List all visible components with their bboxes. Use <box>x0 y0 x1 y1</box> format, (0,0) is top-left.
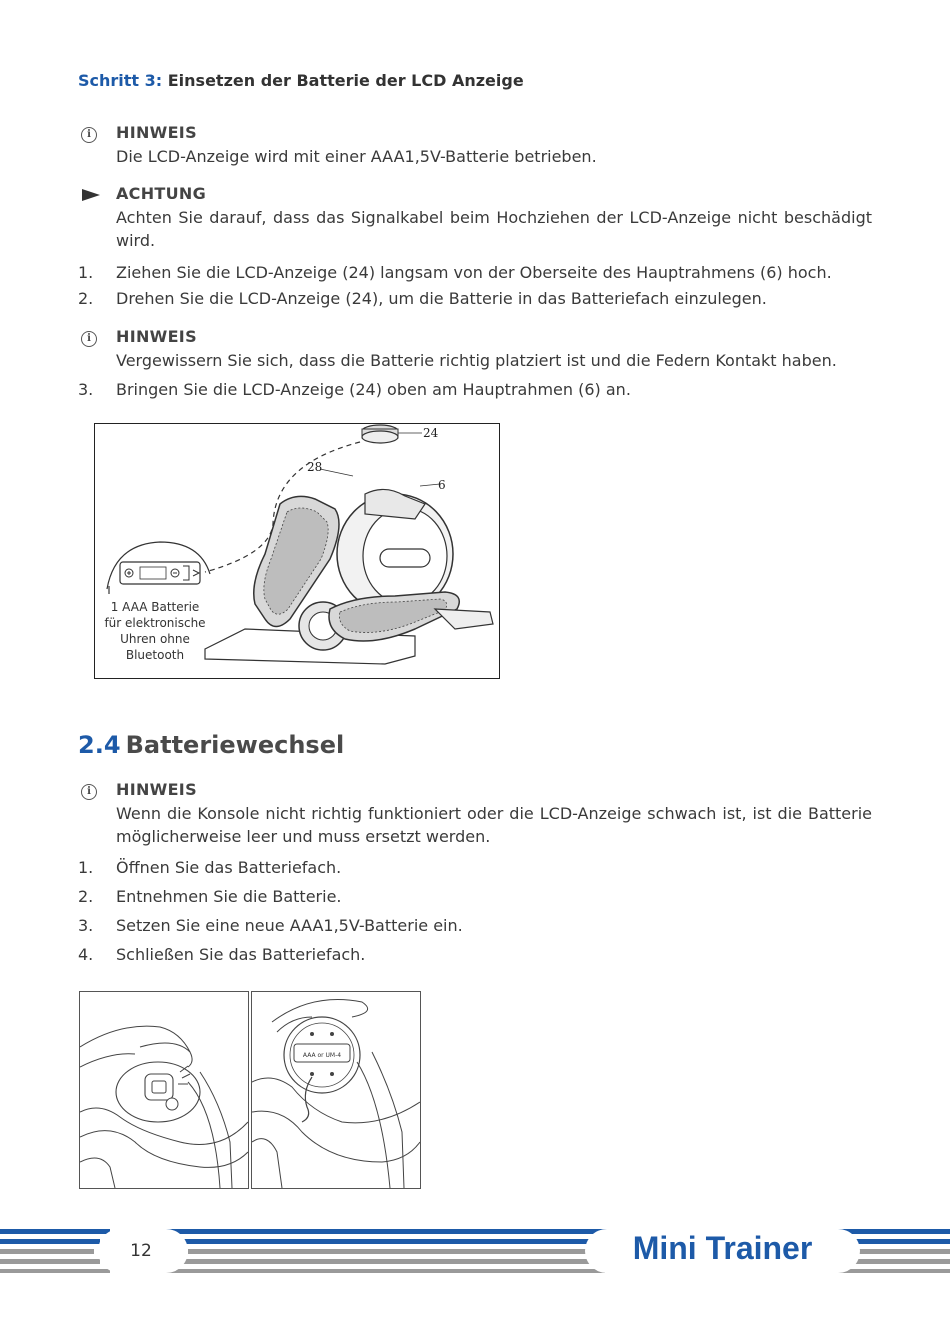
note-title: HINWEIS <box>116 123 197 142</box>
caption-line: 1 AAA Batterie <box>110 600 200 614</box>
list-item: Entnehmen Sie die Batterie. <box>116 887 342 906</box>
footer-stripes-left <box>0 1229 110 1273</box>
note-text: Die LCD-Anzeige wird mit einer AAA1,5V-Batterie betrieben. <box>116 147 597 166</box>
list-number: 4. <box>78 945 94 964</box>
list-number: 2. <box>78 289 94 308</box>
caption-line: Bluetooth <box>125 648 185 662</box>
note-text: Vergewissern Sie sich, dass die Batterie richtig platziert ist und die Federn Kontakt haben. <box>116 351 837 370</box>
label-28: 28 <box>307 460 323 474</box>
list-item: Setzen Sie eine neue AAA1,5V-Batterie ein. <box>116 916 463 935</box>
brand-title: Mini Trainer <box>632 1230 813 1266</box>
caution-text: Achten Sie darauf, dass das Signalkabel beim Hochziehen der LCD-Anzeige nicht beschädigt wird. <box>116 208 872 250</box>
step-heading <box>78 71 524 90</box>
footer-stripes-middle <box>165 1229 610 1273</box>
note-title: HINWEIS <box>116 327 197 346</box>
list-item: Ziehen Sie die LCD-Anzeige (24) langsam von der Oberseite des Hauptrahmens (6) hoch. <box>116 263 832 282</box>
list-number: 3. <box>78 380 94 399</box>
list-number: 3. <box>78 916 94 935</box>
section-title: Batteriewechsel <box>125 731 345 759</box>
info-icon: i <box>81 331 97 347</box>
step-prefix: Schritt 3: <box>78 71 163 90</box>
battery-compartment-figure <box>251 991 421 1189</box>
console-hand-illustration <box>80 992 248 1188</box>
page-number: 12 <box>130 1241 152 1261</box>
console-hand-figure <box>79 991 249 1189</box>
info-icon: i <box>81 127 97 143</box>
info-icon: i <box>81 784 97 800</box>
note-title: HINWEIS <box>116 780 197 799</box>
list-item: Öffnen Sie das Batteriefach. <box>116 858 342 877</box>
battery-caption <box>95 599 215 663</box>
note-text: Wenn die Konsole nicht richtig funktioniert oder die LCD-Anzeige schwach ist, ist die Batterie möglicherweise leer und muss ersetzt werden. <box>116 804 872 846</box>
label-6: 6 <box>438 478 446 492</box>
list-number: 1. <box>78 858 94 877</box>
list-number: 2. <box>78 887 94 906</box>
battery-label: AAA or UM-4 <box>302 1052 342 1059</box>
step-title: Einsetzen der Batterie der LCD Anzeige <box>167 71 524 90</box>
list-item: Drehen Sie die LCD-Anzeige (24), um die Batterie in das Batteriefach einzulegen. <box>116 289 767 308</box>
caution-title: ACHTUNG <box>116 184 207 203</box>
section-heading <box>78 731 344 759</box>
list-number: 1. <box>78 263 94 282</box>
caption-line: Uhren ohne <box>120 632 190 646</box>
battery-compartment-illustration <box>252 992 420 1188</box>
label-24: 24 <box>423 426 439 440</box>
caption-line: für elektronische <box>104 616 206 630</box>
list-item: Bringen Sie die LCD-Anzeige (24) oben am Hauptrahmen (6) an. <box>116 380 631 399</box>
list-item: Schließen Sie das Batteriefach. <box>116 945 366 964</box>
section-number: 2.4 <box>78 731 121 759</box>
battery-insertion-figure <box>94 423 500 679</box>
arrow-right-icon <box>82 186 100 205</box>
